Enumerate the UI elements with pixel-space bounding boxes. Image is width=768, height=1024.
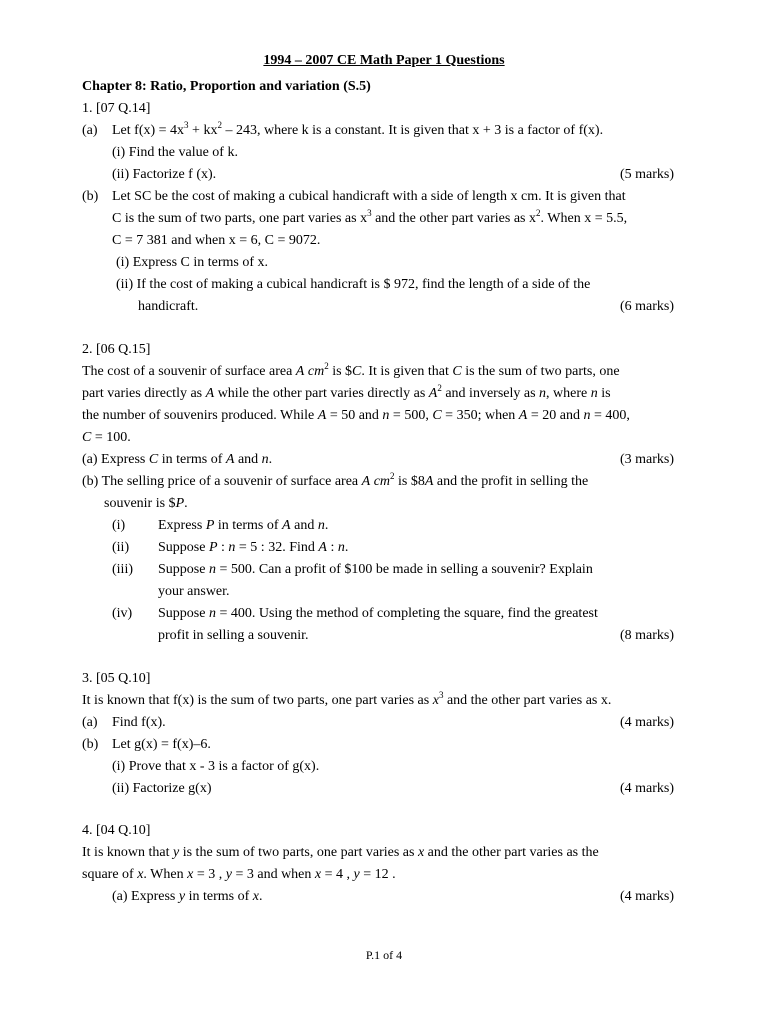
q2-b-iii-text1: Suppose n = 500. Can a profit of $100 be made in selling a souvenir? Explain bbox=[158, 562, 593, 577]
page-number: P.1 of 4 bbox=[365, 948, 403, 962]
q2-line1 bbox=[0, 361, 768, 383]
q1-b-text3: C = 7 381 and when x = 6, C = 9072. bbox=[112, 233, 321, 248]
q1-a-marks: (5 marks) bbox=[619, 167, 674, 182]
q3-b-line bbox=[0, 734, 768, 756]
q1-b-ii-text1: (ii) If the cost of making a cubical handicraft is $ 972, find the length of a side of the bbox=[116, 277, 591, 292]
q1-b-ii-line1 bbox=[0, 274, 768, 296]
q2-header: 2. [06 Q.15] bbox=[82, 342, 151, 357]
q3-b-ii: (ii) Factorize g(x) bbox=[112, 781, 212, 796]
q2-text1: The cost of a souvenir of surface area A $cm^2$ is $C. It is given that C is the sum of two parts, one bbox=[82, 361, 620, 379]
q3-header: 3. [05 Q.10] bbox=[82, 671, 151, 686]
q4-text1: It is known that y is the sum of two parts, one part varies as x and the other part varies as the bbox=[82, 845, 599, 860]
q1-header-line bbox=[0, 98, 768, 120]
q3-b-ii-line bbox=[0, 778, 768, 800]
q1-b-marks: (6 marks) bbox=[619, 299, 674, 314]
q2-b-iii-line1 bbox=[0, 559, 768, 581]
q4-header: 4. [04 Q.10] bbox=[82, 823, 151, 838]
q4-line2 bbox=[0, 864, 768, 886]
q2-b-iv-line2 bbox=[0, 625, 768, 647]
q3-b-marks: (4 marks) bbox=[619, 781, 674, 796]
q2-text4: C = 100. bbox=[82, 430, 131, 445]
q2-b-marks: (8 marks) bbox=[619, 628, 674, 643]
q2-b-i-line bbox=[0, 515, 768, 537]
q2-b-ii-label: (ii) bbox=[112, 540, 130, 555]
q2-a-marks: (3 marks) bbox=[619, 452, 674, 467]
q2-b-ii-text: Suppose P : n = 5 : 32. Find A : n. bbox=[158, 540, 349, 555]
q2-text2: part varies directly as A while the other part varies directly as $A^2$ and inversely as n, where n is bbox=[82, 383, 611, 401]
q4-a-line bbox=[0, 886, 768, 908]
q1-a-ii: (ii) Factorize f (x). bbox=[112, 167, 217, 182]
q3-a-text: Find f(x). bbox=[112, 715, 166, 730]
q3-line1 bbox=[0, 690, 768, 712]
q1-b-ii-line2 bbox=[0, 296, 768, 318]
q2-b-i-label: (i) bbox=[112, 518, 126, 533]
q4-line1 bbox=[0, 842, 768, 864]
q3-b-text: Let g(x) = f(x)–6. bbox=[112, 737, 211, 752]
chapter-heading: Chapter 8: Ratio, Proportion and variation (S.5) bbox=[82, 79, 371, 94]
q2-line4 bbox=[0, 427, 768, 449]
q3-b-label: (b) bbox=[82, 737, 99, 752]
q2-b-iii-label: (iii) bbox=[112, 562, 133, 577]
q2-b-iv-text2: profit in selling a souvenir. bbox=[158, 628, 309, 643]
q1-a-i-line bbox=[0, 142, 768, 164]
q2-b-i-text: Express P in terms of A and n. bbox=[158, 518, 329, 533]
q2-a-text: (a) Express C in terms of A and n. bbox=[82, 452, 273, 467]
q4-a-text: (a) Express y in terms of x. bbox=[112, 889, 263, 904]
q2-b-text2: souvenir is $P. bbox=[104, 496, 188, 511]
q2-line3 bbox=[0, 405, 768, 427]
q1-header: 1. [07 Q.14] bbox=[82, 101, 151, 116]
q1-b-text1: Let SC be the cost of making a cubical handicraft with a side of length x cm. It is given that bbox=[112, 189, 626, 204]
q3-text1: It is known that f(x) is the sum of two parts, one part varies as $x^3$ and the other part varies as x. bbox=[82, 690, 612, 708]
q3-b-i: (i) Prove that x - 3 is a factor of g(x). bbox=[112, 759, 320, 774]
q1-b-i-line bbox=[0, 252, 768, 274]
q3-a-line bbox=[0, 712, 768, 734]
q2-b-line2 bbox=[0, 493, 768, 515]
q2-a-line bbox=[0, 449, 768, 471]
q1-b-line2 bbox=[0, 208, 768, 230]
q4-header-line bbox=[0, 820, 768, 842]
q1-a-label: (a) bbox=[82, 123, 98, 138]
q2-b-iv-label: (iv) bbox=[112, 606, 133, 621]
q1-b-label: (b) bbox=[82, 189, 99, 204]
q4-a-marks: (4 marks) bbox=[619, 889, 674, 904]
q3-b-i-line bbox=[0, 756, 768, 778]
q3-a-marks: (4 marks) bbox=[619, 715, 674, 730]
q1-b-line3 bbox=[0, 230, 768, 252]
q1-a-ii-line bbox=[0, 164, 768, 186]
q2-text3: the number of souvenirs produced. While A = 50 and n = 500, C = 350; when A = 20 and n = 400, bbox=[82, 408, 630, 423]
q1-b-text2: C is the sum of two parts, one part varies as $x^3$ and the other part varies as $x^2$. When x = 5.5, bbox=[112, 208, 628, 226]
document-title-line bbox=[0, 50, 768, 72]
q2-b-iii-text2: your answer. bbox=[158, 584, 230, 599]
q1-b-line1 bbox=[0, 186, 768, 208]
document-title: 1994 – 2007 CE Math Paper 1 Questions bbox=[263, 53, 505, 68]
q3-a-label: (a) bbox=[82, 715, 98, 730]
q3-header-line bbox=[0, 668, 768, 690]
q2-header-line bbox=[0, 339, 768, 361]
q1-a-line1 bbox=[0, 120, 768, 142]
q2-b-line1 bbox=[0, 471, 768, 493]
chapter-line bbox=[0, 76, 768, 98]
q2-b-text1: (b) The selling price of a souvenir of surface area A $cm^2$ is $8A and the profit in selling the bbox=[82, 471, 589, 489]
q1-b-i: (i) Express C in terms of x. bbox=[116, 255, 269, 270]
q4-text2: square of x. When x = 3 , y = 3 and when x = 4 , y = 12 . bbox=[82, 867, 396, 882]
q2-b-iii-line2 bbox=[0, 581, 768, 603]
q1-a-i: (i) Find the value of k. bbox=[112, 145, 238, 160]
q1-a-text: Let $f(x) = 4x^3 + kx^2 - 243$, where k is a constant. It is given that x + 3 is a factor of f(x). bbox=[112, 120, 604, 138]
q2-b-iv-text1: Suppose n = 400. Using the method of completing the square, find the greatest bbox=[158, 606, 598, 621]
q2-b-ii-line bbox=[0, 537, 768, 559]
q2-line2 bbox=[0, 383, 768, 405]
q1-b-ii-text2: handicraft. bbox=[138, 299, 199, 314]
footer-line bbox=[0, 944, 768, 966]
q2-b-iv-line1 bbox=[0, 603, 768, 625]
